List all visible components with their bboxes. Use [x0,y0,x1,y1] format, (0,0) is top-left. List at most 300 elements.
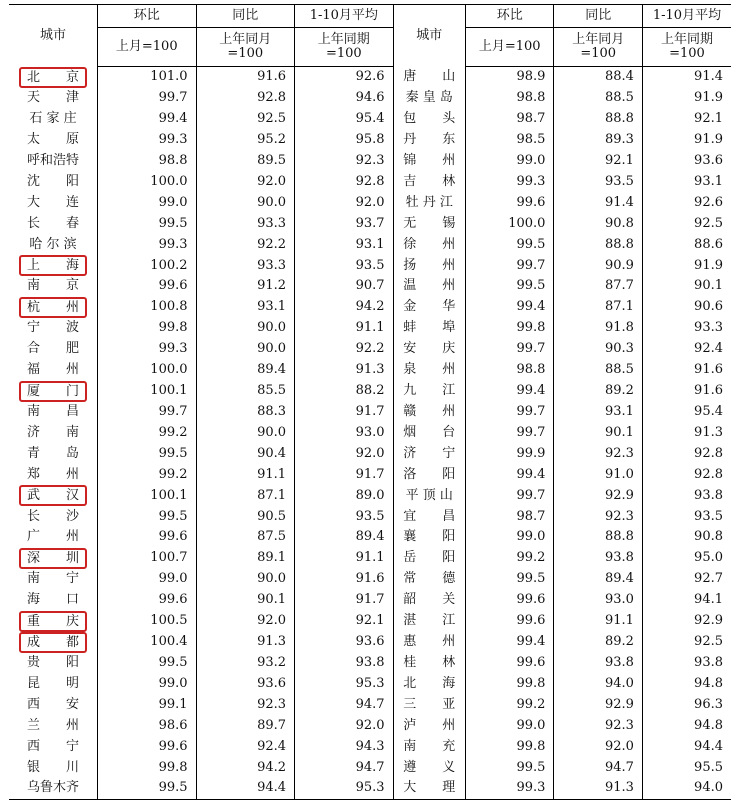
city-name-right: 金 华 [393,297,465,318]
mom-value-left: 99.2 [97,422,196,443]
table-row [9,234,731,255]
table-row [9,506,731,527]
mom-value-left: 99.6 [97,276,196,297]
mom-value-right: 99.7 [465,339,553,360]
mom-value-left: 99.0 [97,674,196,695]
yoy-value-left: 89.4 [196,360,295,381]
mom-value-right: 99.0 [465,151,553,172]
table-row [9,192,731,213]
city-name-left: 昆 明 [26,676,79,692]
yoy-value-right: 89.2 [554,381,642,402]
table-row [9,590,731,611]
subheader-avg-line2: =100 [669,46,705,61]
table-header [9,5,731,67]
subheader-yoy-right [554,28,642,67]
mom-value-left: 99.8 [97,757,196,778]
avg-value-right: 92.8 [642,443,731,464]
yoy-value-left: 90.0 [196,569,295,590]
city-name-right: 蚌 埠 [393,318,465,339]
city-name-left: 长 春 [26,215,79,231]
subheader-mom-right: 上月=100 [465,28,553,67]
avg-value-left: 92.0 [295,192,394,213]
avg-value-left: 89.4 [295,527,394,548]
city-name-right: 安 庆 [393,339,465,360]
mom-value-left: 100.0 [97,360,196,381]
mom-value-right: 99.7 [465,402,553,423]
mom-value-left: 100.0 [97,171,196,192]
mom-value-right: 99.6 [465,590,553,611]
avg-value-right: 92.8 [642,464,731,485]
yoy-value-left: 90.0 [196,339,295,360]
mom-value-left: 99.5 [97,506,196,527]
mom-value-right: 98.7 [465,109,553,130]
highlight-box: 重 庆 [19,611,87,632]
subheader-yoy-line2: =100 [580,46,617,61]
mom-value-right: 99.4 [465,297,553,318]
header-yoy-left: 同比 [196,5,295,28]
yoy-value-right: 94.0 [554,674,642,695]
city-name-right: 惠 州 [393,632,465,653]
yoy-value-left: 87.5 [196,527,295,548]
city-name-right: 丹 东 [393,130,465,151]
yoy-value-left: 93.2 [196,653,295,674]
avg-value-right: 90.1 [642,276,731,297]
avg-value-left: 93.0 [295,422,394,443]
mom-value-right: 99.9 [465,443,553,464]
highlight-box: 厦 门 [19,381,87,402]
mom-value-right: 99.2 [465,548,553,569]
avg-value-left: 94.2 [295,297,394,318]
city-name-left: 郑 州 [26,466,79,482]
city-name-left: 呼和浩特 [26,153,79,168]
yoy-value-right: 88.5 [554,360,642,381]
yoy-value-right: 87.7 [554,276,642,297]
yoy-value-left: 89.7 [196,715,295,736]
city-name-right: 常 德 [393,569,465,590]
mom-value-left: 99.2 [97,464,196,485]
subheader-mom-left: 上月=100 [97,28,196,67]
city-name-right: 赣 州 [393,402,465,423]
avg-value-left: 90.7 [295,276,394,297]
city-name-right: 岳 阳 [393,548,465,569]
yoy-value-right: 93.1 [554,402,642,423]
mom-value-right: 99.8 [465,318,553,339]
city-name-left: 济 南 [26,424,79,440]
table-row [9,381,731,402]
city-name-left: 天 津 [26,90,79,106]
avg-value-right: 90.8 [642,527,731,548]
city-name-right: 湛 江 [393,611,465,632]
yoy-value-right: 92.3 [554,506,642,527]
city-name-right: 无 锡 [393,213,465,234]
mom-value-left: 99.6 [97,736,196,757]
highlight-box: 武 汉 [19,485,87,506]
mom-value-left: 100.1 [97,485,196,506]
city-name-left: 合 肥 [26,341,79,357]
avg-value-right: 93.5 [642,506,731,527]
yoy-value-right: 91.3 [554,778,642,799]
mom-value-left: 100.2 [97,255,196,276]
mom-value-left: 99.3 [97,234,196,255]
avg-value-left: 92.0 [295,443,394,464]
highlight-box: 杭 州 [19,297,87,318]
yoy-value-left: 93.3 [196,255,295,276]
yoy-value-right: 90.9 [554,255,642,276]
yoy-value-left: 91.6 [196,67,295,88]
yoy-value-right: 90.1 [554,422,642,443]
avg-value-left: 94.7 [295,694,394,715]
mom-value-left: 99.6 [97,527,196,548]
city-name-left: 广 州 [26,529,79,545]
table-row [9,130,731,151]
avg-value-left: 93.6 [295,632,394,653]
table-body [9,67,731,800]
city-name-left [9,297,97,318]
yoy-value-left: 95.2 [196,130,295,151]
yoy-value-left: 92.5 [196,109,295,130]
city-name-left [9,632,97,653]
table-row [9,88,731,109]
yoy-value-right: 91.8 [554,318,642,339]
mom-value-left: 100.1 [97,381,196,402]
yoy-value-right: 88.8 [554,527,642,548]
yoy-value-right: 89.2 [554,632,642,653]
subheader-avg-right [642,28,731,67]
subheader-yoy-left [196,28,295,67]
avg-value-right: 93.1 [642,171,731,192]
mom-value-right: 99.5 [465,569,553,590]
avg-value-left: 94.6 [295,88,394,109]
table-row [9,297,731,318]
city-name-right: 襄 阳 [393,527,465,548]
avg-value-left: 92.0 [295,715,394,736]
city-name-right: 烟 台 [393,422,465,443]
yoy-value-left: 85.5 [196,381,295,402]
table-row [9,736,731,757]
mom-value-right: 99.3 [465,778,553,799]
mom-value-right: 99.8 [465,674,553,695]
mom-value-right: 100.0 [465,213,553,234]
mom-value-left: 99.4 [97,109,196,130]
avg-value-left: 95.3 [295,778,394,799]
mom-value-right: 99.7 [465,255,553,276]
yoy-value-left: 91.1 [196,464,295,485]
avg-value-right: 91.9 [642,255,731,276]
avg-value-right: 94.8 [642,715,731,736]
yoy-value-right: 92.0 [554,736,642,757]
table-row [9,255,731,276]
mom-value-right: 99.5 [465,276,553,297]
table-row [9,757,731,778]
city-name-left: 南 昌 [26,404,79,420]
city-name-right: 大 理 [393,778,465,799]
city-name-right: 南 充 [393,736,465,757]
avg-value-right: 91.6 [642,360,731,381]
yoy-value-left: 89.1 [196,548,295,569]
mom-value-left: 99.3 [97,130,196,151]
yoy-value-left: 92.8 [196,88,295,109]
yoy-value-left: 90.0 [196,192,295,213]
header-city-right: 城市 [393,5,465,67]
yoy-value-right: 91.4 [554,192,642,213]
city-name-right: 宜 昌 [393,506,465,527]
yoy-value-left: 90.4 [196,443,295,464]
table-row [9,67,731,88]
table-row [9,339,731,360]
yoy-value-left: 92.0 [196,171,295,192]
mom-value-left: 99.0 [97,569,196,590]
mom-value-left: 101.0 [97,67,196,88]
avg-value-left: 92.1 [295,611,394,632]
table-row [9,422,731,443]
avg-value-right: 91.9 [642,88,731,109]
city-name-left [9,611,97,632]
mom-value-right: 99.0 [465,527,553,548]
subheader-avg-line1: 上年同期 [317,32,370,47]
subheader-yoy-line1: 上年同月 [572,32,625,47]
yoy-value-right: 90.8 [554,213,642,234]
city-name-left: 西 安 [26,696,79,712]
avg-value-left: 93.1 [295,234,394,255]
avg-value-right: 91.9 [642,130,731,151]
mom-value-left: 99.1 [97,694,196,715]
avg-value-right: 92.1 [642,109,731,130]
yoy-value-right: 87.1 [554,297,642,318]
yoy-value-left: 87.1 [196,485,295,506]
avg-value-left: 88.2 [295,381,394,402]
city-name-left: 银 川 [26,759,79,775]
avg-value-left: 91.3 [295,360,394,381]
city-name-right: 包 头 [393,109,465,130]
yoy-value-right: 92.3 [554,443,642,464]
mom-value-right: 99.2 [465,694,553,715]
city-name-left [9,381,97,402]
mom-value-right: 99.0 [465,715,553,736]
subheader-yoy-line2: =100 [227,46,264,61]
yoy-value-left: 90.1 [196,590,295,611]
mom-value-right: 99.6 [465,192,553,213]
city-name-left: 哈 尔 滨 [29,236,77,252]
table-row [9,715,731,736]
highlight-box: 深 圳 [19,548,87,569]
mom-value-right: 99.5 [465,757,553,778]
mom-value-right: 98.8 [465,88,553,109]
city-name-left: 石 家 庄 [29,111,77,127]
highlight-box: 北 京 [19,67,87,88]
avg-value-right: 92.6 [642,192,731,213]
avg-value-right: 93.8 [642,485,731,506]
mom-value-right: 98.9 [465,67,553,88]
table-row [9,674,731,695]
city-name-right: 徐 州 [393,234,465,255]
avg-value-right: 95.0 [642,548,731,569]
price-index-table [9,4,731,800]
city-name-right: 扬 州 [393,255,465,276]
avg-value-right: 95.5 [642,757,731,778]
avg-value-left: 91.7 [295,402,394,423]
city-name-left: 大 连 [26,194,79,210]
avg-value-left: 95.4 [295,109,394,130]
yoy-value-left: 94.4 [196,778,295,799]
table-row [9,276,731,297]
yoy-value-left: 93.3 [196,213,295,234]
city-name-right: 泸 州 [393,715,465,736]
avg-value-right: 91.3 [642,422,731,443]
city-name-right: 桂 林 [393,653,465,674]
city-name-left: 太 原 [26,132,79,148]
avg-value-left: 94.3 [295,736,394,757]
table-row [9,485,731,506]
table-row [9,653,731,674]
yoy-value-left: 90.5 [196,506,295,527]
table-row [9,527,731,548]
avg-value-right: 93.3 [642,318,731,339]
mom-value-right: 99.4 [465,464,553,485]
mom-value-right: 99.5 [465,234,553,255]
yoy-value-left: 89.5 [196,151,295,172]
subheader-avg-left [295,28,394,67]
table-row [9,694,731,715]
mom-value-right: 99.7 [465,422,553,443]
header-yoy-right: 同比 [554,5,642,28]
avg-value-right: 92.5 [642,632,731,653]
mom-value-right: 99.4 [465,381,553,402]
header-mom-left: 环比 [97,5,196,28]
city-name-right: 北 海 [393,674,465,695]
avg-value-right: 94.8 [642,674,731,695]
avg-value-right: 92.7 [642,569,731,590]
city-name-left: 沈 阳 [26,173,79,189]
avg-value-right: 96.3 [642,694,731,715]
table-row [9,109,731,130]
table-row [9,402,731,423]
table-row [9,151,731,172]
price-index-table-container [9,4,731,800]
mom-value-left: 100.7 [97,548,196,569]
avg-value-right: 94.0 [642,778,731,799]
city-name-left: 兰 州 [26,717,79,733]
city-name-right: 九 江 [393,381,465,402]
city-name-left: 宁 波 [26,320,79,336]
yoy-value-right: 88.8 [554,234,642,255]
mom-value-right: 98.7 [465,506,553,527]
yoy-value-left: 93.1 [196,297,295,318]
yoy-value-left: 92.4 [196,736,295,757]
yoy-value-right: 88.5 [554,88,642,109]
mom-value-left: 99.7 [97,402,196,423]
mom-value-right: 99.6 [465,611,553,632]
yoy-value-left: 91.2 [196,276,295,297]
avg-value-left: 89.0 [295,485,394,506]
mom-value-left: 100.4 [97,632,196,653]
mom-value-right: 99.3 [465,171,553,192]
city-name-left [9,67,97,88]
subheader-yoy-line1: 上年同月 [219,32,272,47]
avg-value-left: 95.8 [295,130,394,151]
header-avg-right: 1-10月平均 [642,5,731,28]
avg-value-left: 91.7 [295,464,394,485]
avg-value-left: 93.5 [295,506,394,527]
table-row [9,569,731,590]
avg-value-right: 93.8 [642,653,731,674]
avg-value-left: 93.8 [295,653,394,674]
mom-value-left: 99.5 [97,778,196,799]
city-name-left: 南 京 [26,278,79,294]
highlight-box: 成 都 [19,632,87,653]
city-name-right: 济 宁 [393,443,465,464]
avg-value-right: 92.9 [642,611,731,632]
mom-value-right: 98.5 [465,130,553,151]
yoy-value-right: 93.8 [554,653,642,674]
avg-value-right: 88.6 [642,234,731,255]
city-name-left: 海 口 [26,592,79,608]
city-name-right: 韶 关 [393,590,465,611]
mom-value-left: 99.3 [97,339,196,360]
avg-value-left: 94.7 [295,757,394,778]
mom-value-left: 98.8 [97,151,196,172]
avg-value-right: 94.1 [642,590,731,611]
mom-value-right: 99.8 [465,736,553,757]
yoy-value-right: 88.8 [554,109,642,130]
mom-value-left: 99.0 [97,192,196,213]
yoy-value-left: 93.6 [196,674,295,695]
yoy-value-right: 89.4 [554,569,642,590]
mom-value-left: 99.7 [97,88,196,109]
avg-value-left: 93.5 [295,255,394,276]
table-row [9,464,731,485]
subheader-avg-line1: 上年同期 [660,32,713,47]
header-city-left: 城市 [9,5,97,67]
avg-value-right: 95.4 [642,402,731,423]
yoy-value-right: 91.0 [554,464,642,485]
yoy-value-right: 94.7 [554,757,642,778]
avg-value-left: 91.7 [295,590,394,611]
yoy-value-left: 92.3 [196,694,295,715]
table-row [9,318,731,339]
yoy-value-left: 92.2 [196,234,295,255]
mom-value-left: 99.5 [97,653,196,674]
avg-value-left: 92.2 [295,339,394,360]
yoy-value-right: 88.4 [554,67,642,88]
yoy-value-left: 90.0 [196,318,295,339]
mom-value-right: 99.6 [465,653,553,674]
city-name-left: 青 岛 [26,445,79,461]
avg-value-left: 93.7 [295,213,394,234]
mom-value-left: 99.5 [97,213,196,234]
yoy-value-right: 93.8 [554,548,642,569]
avg-value-right: 92.4 [642,339,731,360]
city-name-right: 泉 州 [393,360,465,381]
city-name-left [9,255,97,276]
yoy-value-left: 91.3 [196,632,295,653]
mom-value-right: 99.7 [465,485,553,506]
yoy-value-right: 90.3 [554,339,642,360]
city-name-right: 温 州 [393,276,465,297]
avg-value-right: 93.6 [642,151,731,172]
avg-value-left: 92.3 [295,151,394,172]
header-avg-left: 1-10月平均 [295,5,394,28]
table-row [9,632,731,653]
yoy-value-right: 92.9 [554,485,642,506]
avg-value-left: 91.1 [295,318,394,339]
table-row [9,443,731,464]
yoy-value-right: 93.5 [554,171,642,192]
city-name-right: 锦 州 [393,151,465,172]
avg-value-right: 91.6 [642,381,731,402]
avg-value-left: 91.1 [295,548,394,569]
mom-value-left: 99.8 [97,318,196,339]
yoy-value-left: 88.3 [196,402,295,423]
